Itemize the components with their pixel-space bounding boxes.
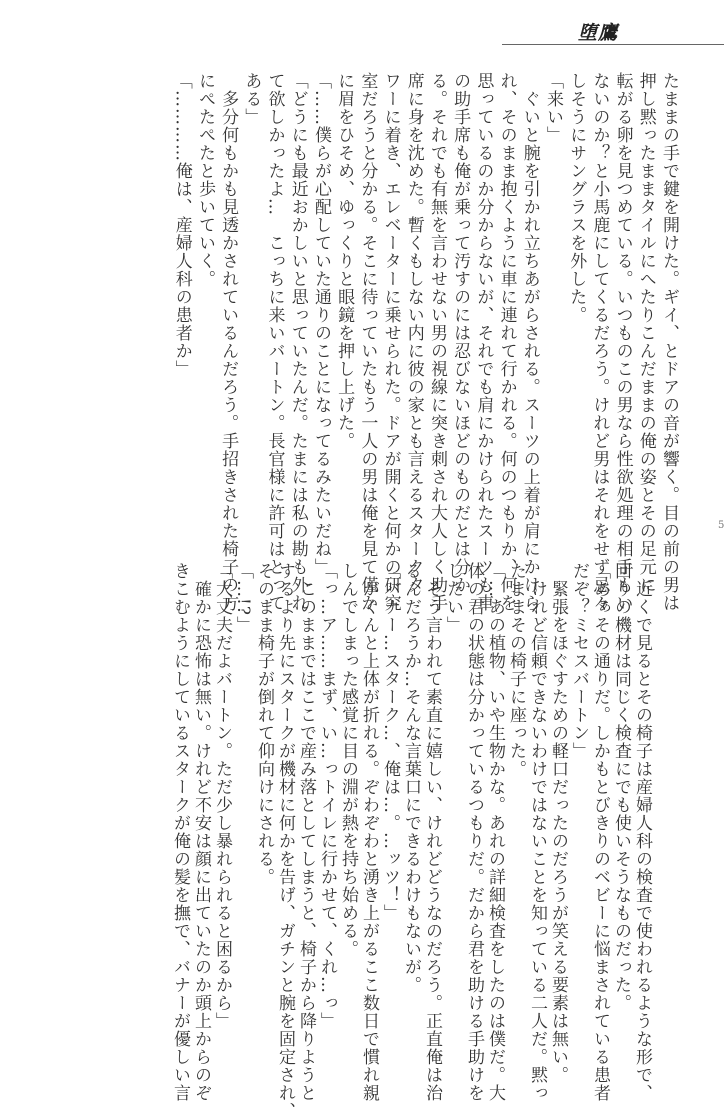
text-column: がくんと上体が折れる。ぞわぞわと湧き上がるここ数日で慣れ親 xyxy=(359,562,379,1102)
text-column: 「…!?」 xyxy=(233,562,253,634)
text-column: ワーに着き、エレベーターに乗せられた。ドアが開くと何かの研究 xyxy=(380,72,401,612)
text-column: 確かに恐怖は無い。けれど不安は顔に出ていたのか頭上からのぞ xyxy=(191,562,211,1102)
text-column: けれど信頼できないわけではないことを知っている二人だ。黙っ xyxy=(527,562,547,1102)
text-column: 押し黙ったままタイルにへたりこんだままの俺の姿とその足元に xyxy=(635,72,656,594)
text-column: しそうにサングラスを外した。 xyxy=(566,72,587,324)
text-column: 「っ…ア……まず、い…っトイレに行かせて、くれ…っ」 xyxy=(317,562,337,1030)
text-column: 思っているのか分からないが、それでも肩にかけられたスーツも車 xyxy=(473,72,494,612)
text-column: そう言われて素直に嬉しい、けれどどうなのだろう。正直俺は治 xyxy=(422,562,442,1102)
text-column: 席に身を沈めた。暫くもしない内に彼の家とも言えるスタークタ xyxy=(403,72,424,594)
text-column: したい」 xyxy=(443,562,463,634)
text-block-bottom xyxy=(169,562,652,1120)
text-column: 回りの機材は同じく検査にでも使いそうなものだった。 xyxy=(611,562,631,1012)
text-column: ぐいと腕を引かれ立ちあがらされる。スーツの上着が肩にかけら xyxy=(519,72,540,612)
text-column: 「…………俺は、産婦人科の患者か」 xyxy=(171,72,192,378)
text-column: 「……僕らが心配していた通りのことになってるみたいだね」 xyxy=(310,72,331,576)
text-column: 「どうにも最近おかしいと思っていたんだ。たまには私の勘も外れ xyxy=(287,72,308,612)
text-block-top xyxy=(170,72,680,612)
text-column: ある」 xyxy=(241,72,262,126)
page-number: 5 xyxy=(718,520,724,531)
text-column: 「あぁその通りだ。しかもとびきりのベビーに悩まされている患者 xyxy=(590,562,610,1102)
running-title: 堕鷹 xyxy=(578,22,619,44)
text-column: 「…あの植物、いや生物かな。あれの詳細検査をしたのは僕だ。大 xyxy=(485,562,505,1102)
text-column: 緊張をほぐすための軽口だったのだろうが笑える要素は無い。 xyxy=(548,562,568,1084)
text-column: するより先にスタークが機材に何かを告げ、ガチンと腕を固定され、 xyxy=(275,562,295,1120)
text-column: そのまま椅子が倒れて仰向けにされる。 xyxy=(254,562,274,886)
text-column: 転がる卵を見つめている。いつものこの男なら性欲処理の相手もい xyxy=(612,72,633,612)
text-column: だぞ？ミセスバートン」 xyxy=(569,562,589,760)
text-column: しんでしまった感覚に目の淵が熱を持ち始める。 xyxy=(338,562,358,958)
text-column: 近くで見るとその椅子は産婦人科の検査で使われるような形で、 xyxy=(632,562,652,1102)
text-column: にぺたぺたと歩いていく。 xyxy=(194,72,215,288)
text-column: 室だろうと分かる。そこに待っていたもう一人の男は俺を見て僅か xyxy=(357,72,378,612)
text-column: る。それでも有無を言わせない男の視線に突き刺され大人しく助手 xyxy=(426,72,447,612)
text-column: て欲しかったよ… こっちに来いバートン。長官様に許可はとって xyxy=(264,72,285,612)
text-column: たままの手で鍵を開けた。ギイ、とドアの音が響く。目の前の男は xyxy=(659,72,679,612)
text-column: 「来い」 xyxy=(542,72,563,144)
text-column: 「大丈夫だよバートン。ただ少し暴れられると困るから」 xyxy=(212,562,232,1030)
text-column: の助手席も俺が乗って汚すのには忍びないほどのものだとは分か xyxy=(450,72,471,594)
text-column: に眉をひそめ、ゆっくりと眼鏡を押し上げた。 xyxy=(334,72,355,450)
text-column: たままその椅子に座った。 xyxy=(506,562,526,778)
header-rule xyxy=(502,44,724,45)
text-column: ないのか？と小馬鹿にしてくるだろう。けれど男はそれをせず忌々 xyxy=(589,72,610,612)
text-column: 体の君の状態は分かっているつもりだ。だから君を助ける手助けを xyxy=(464,562,484,1102)
text-column: 多分何もかも見透かされているんだろう。手招きされた椅子の方 xyxy=(218,72,239,612)
text-column: れ、そのまま抱くように車に連れて行かれる。何のつもりか、何を xyxy=(496,72,517,612)
text-column: 「バナー…スターク…、俺は…。…ッツ！」 xyxy=(380,562,400,922)
text-column: るんだろうか…そんな言葉口にできるわけもないが。 xyxy=(401,562,421,994)
text-column: このままではここで産み落としてしまうと、椅子から降りようと xyxy=(296,562,316,1102)
text-column: きこむようにしているスタークが俺の髪を撫で、バナーが優しい言 xyxy=(170,562,190,1102)
